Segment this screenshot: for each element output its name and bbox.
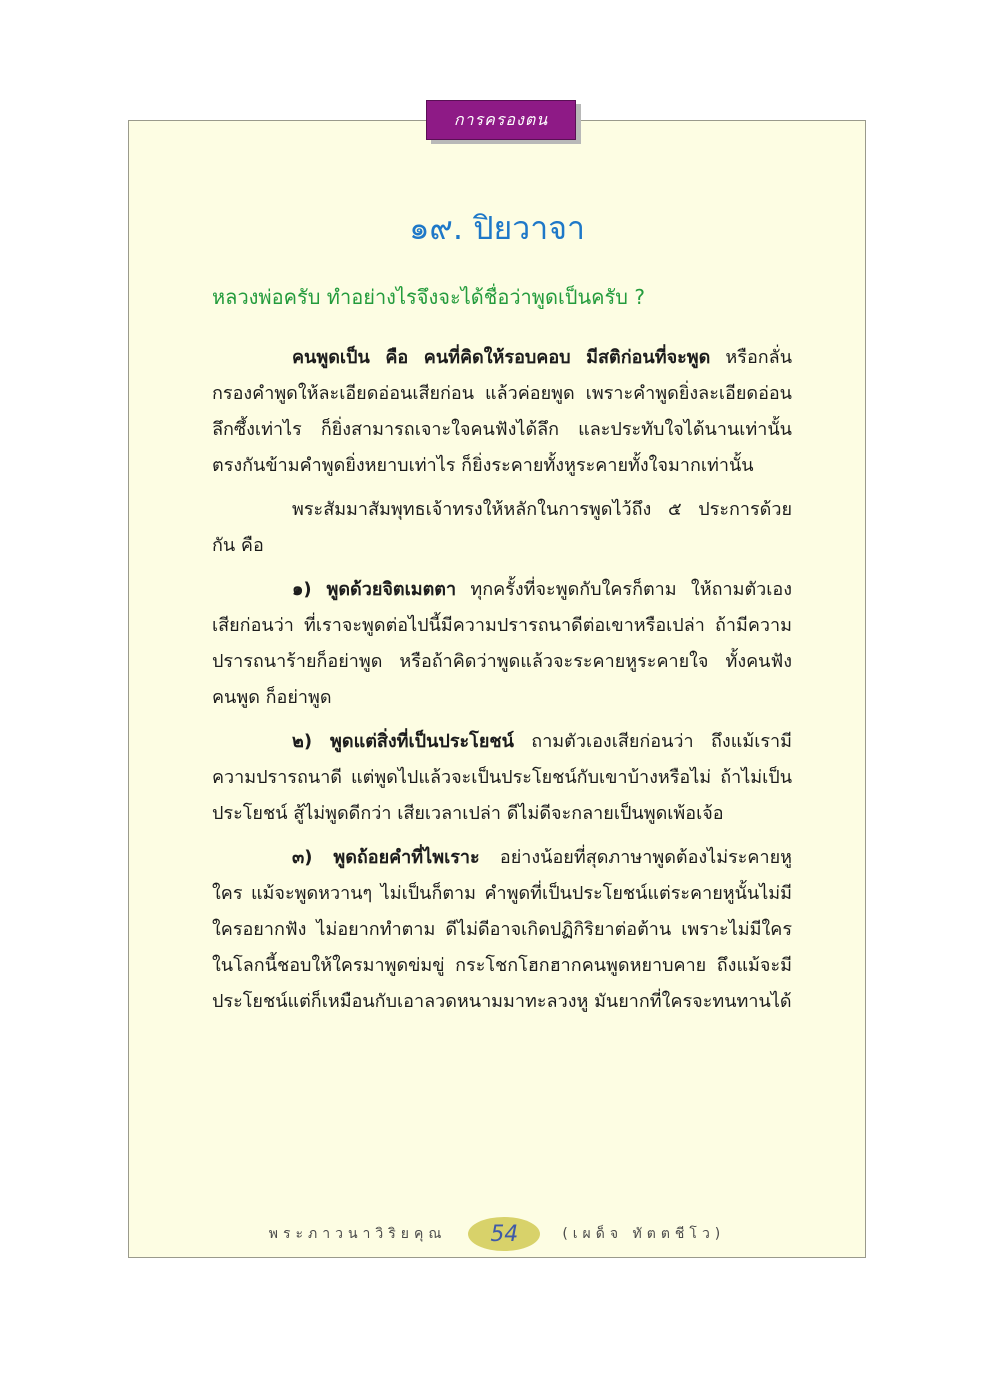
paragraph-4-bold: ๒) พูดแต่สิ่งที่เป็นประโยชน์ [292,731,514,752]
page-footer [128,1214,866,1254]
paragraph-5 [212,840,792,1020]
paragraph-3-text: ทุกครั้งที่จะพูดกับใครก็ตาม ให้ถามตัวเองเสียก่อนว่า ที่เราจะพูดต่อไปนี้มีความปรารถนาดีต่อเขาหรือเปล่า ถ้ามีความปรารถนาร้ายก็อย่าพูด หรือถ้าคิดว่าพูดแล้วจะระคายหูระคายใจ ทั้งคนฟังคนพูด ก็อย่าพูด [212,579,792,708]
paragraph-2 [212,492,792,564]
paragraph-3 [212,572,792,716]
paragraph-4 [212,724,792,832]
paragraph-5-text: อย่างน้อยที่สุดภาษาพูดต้องไม่ระคายหูใคร แม้จะพูดหวานๆ ไม่เป็นก็ตาม คำพูดที่เป็นประโยชน์แต่ระคายหูนั้นไม่มีใครอยากฟัง ไม่อยากทำตาม ดีไม่ดีอาจเกิดปฏิกิริยาต่อต้าน เพราะไม่มีใครในโลกนี้ชอบให้ใครมาพูดข่มขู่ กระโชกโฮกฮากคนพูดหยาบคาย ถึงแม้จะมีประโยชน์แต่ก็เหมือนกับเอาลวดหนามมาทะลวงหู มันยากที่ใครจะทนทานได้ [212,847,792,1012]
chapter-title: ๑๙. ปิยวาจา [409,209,585,247]
paragraph-2-text: พระสัมมาสัมพุทธเจ้าทรงให้หลักในการพูดไว้ถึง ๕ ประการด้วยกัน คือ [212,499,792,556]
paragraph-4-text: ถามตัวเองเสียก่อนว่า ถึงแม้เรามีความปรารถนาดี แต่พูดไปแล้วจะเป็นประโยชน์กับเขาบ้างหรือไม่ ถ้าไม่เป็นประโยชน์ สู้ไม่พูดดีกว่า เสียเวลาเปล่า ดีไม่ดีจะกลายเป็นพูดเพ้อเจ้อ [212,731,792,824]
footer-book-title: พระภาวนาวิริยคุณ [268,1226,447,1242]
page-number-badge: 54 [468,1217,540,1251]
question-heading: หลวงพ่อครับ ทำอย่างไรจึงจะได้ชื่อว่าพูดเป็นครับ ? [212,285,645,309]
section-tab: การครองตน [426,100,576,140]
body-text [212,340,792,1028]
footer-author: (เผด็จ ทัตตชีโว) [562,1226,726,1242]
paragraph-3-bold: ๑) พูดด้วยจิตเมตตา [292,579,457,600]
paragraph-1-bold: คนพูดเป็น คือ คนที่คิดให้รอบคอบ มีสติก่อนที่จะพูด [292,347,711,368]
paragraph-1-text: หรือกลั่นกรองคำพูดให้ละเอียดอ่อนเสียก่อน แล้วค่อยพูด เพราะคำพูดยิ่งละเอียดอ่อนลึกซึ้งเท่าไร ก็ยิ่งสามารถเจาะใจคนฟังได้ลึก และประทับใจได้นานเท่านั้น ตรงกันข้ามคำพูดยิ่งหยาบเท่าไร ก็ยิ่งระคายทั้งหูระคายทั้งใจมากเท่านั้น [212,347,792,476]
paragraph-5-bold: ๓) พูดถ้อยคำที่ไพเราะ [292,847,480,868]
paragraph-1 [212,340,792,484]
